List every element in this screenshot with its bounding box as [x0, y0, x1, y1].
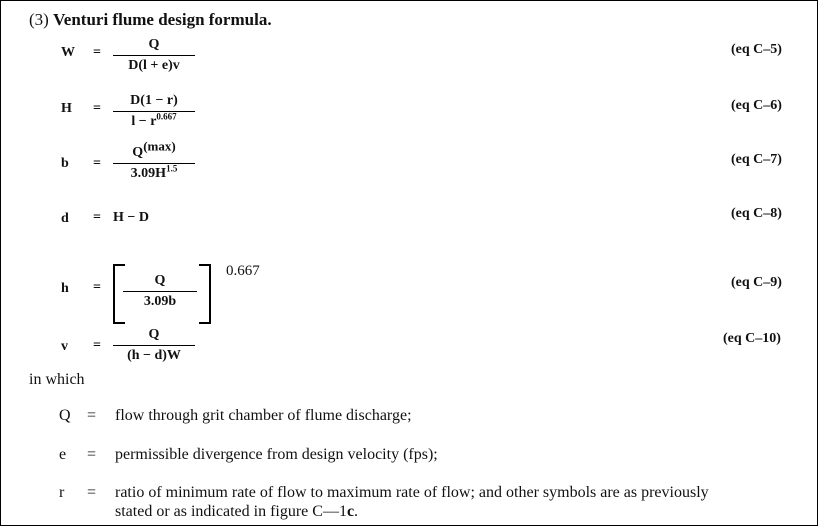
- eq9-lhs: h: [61, 281, 69, 296]
- eq6-lhs: H: [61, 101, 72, 116]
- eq7-num-superscript: (max): [143, 138, 176, 154]
- section-heading: [29, 10, 272, 30]
- eq7-num-base: Q: [132, 145, 144, 160]
- eq6-denominator: [113, 111, 195, 130]
- eq6-equals: =: [93, 101, 101, 116]
- eq7-fraction: [113, 138, 195, 182]
- section-title: Venturi flume design formula.: [53, 10, 272, 29]
- eq5-denominator: D(l + e)v: [128, 58, 180, 73]
- eq9-tag: (eq C–9): [731, 275, 782, 290]
- eq5-tag: (eq C–5): [731, 42, 782, 57]
- eq6-tag: (eq C–6): [731, 98, 782, 113]
- eq7-den-base: 3.09H: [130, 166, 167, 181]
- def-e-equals: =: [87, 446, 97, 463]
- eq6-den-base: l − r: [131, 114, 157, 129]
- eq7-tag: (eq C–7): [731, 152, 782, 167]
- eq5-lhs: W: [61, 45, 75, 60]
- eq10-equals: =: [93, 338, 101, 353]
- def-e-text: permissible divergence from design velocity (fps);: [115, 446, 438, 463]
- def-q-equals: =: [87, 407, 97, 424]
- def-r-text-line2: [115, 503, 358, 521]
- eq8-tag: (eq C–8): [731, 206, 782, 221]
- eq8-equals: =: [93, 210, 101, 225]
- def-r-figure-letter: c: [346, 503, 355, 520]
- def-r-line2-suffix: .: [354, 503, 359, 520]
- eq10-denominator: (h − d)W: [127, 348, 181, 363]
- eq6-den-exponent: 0.667: [156, 111, 177, 122]
- eq6-numerator: D(1 − r): [130, 93, 178, 108]
- fraction-bar: [113, 163, 195, 164]
- def-r-text-line1: ratio of minimum rate of flow to maximum rate of flow; and other symbols are as previously: [115, 484, 709, 501]
- eq10-fraction: [113, 327, 195, 364]
- eq5-fraction: [113, 37, 195, 74]
- def-q-symbol: Q: [59, 407, 71, 424]
- eq7-denominator: [113, 163, 195, 182]
- eq7-numerator: [113, 138, 195, 161]
- def-r-line2-prefix: stated or as indicated in figure C—1: [115, 503, 347, 520]
- def-q-text: flow through grit chamber of flume discharge;: [115, 407, 412, 424]
- fraction-bar: [113, 55, 195, 56]
- eq7-den-exponent: 1.5: [166, 163, 178, 174]
- eq10-lhs: v: [61, 339, 68, 354]
- eq10-tag: (eq C–10): [723, 331, 781, 346]
- eq6-fraction: [113, 93, 195, 130]
- def-r-symbol: r: [59, 484, 65, 501]
- fraction-bar: [123, 291, 197, 292]
- eq9-numerator: Q: [154, 273, 166, 288]
- fraction-bar: [113, 111, 195, 112]
- section-number: (3): [29, 10, 49, 29]
- eq8-rhs: H − D: [113, 210, 149, 225]
- eq9-fraction: [123, 273, 197, 310]
- eq7-lhs: b: [61, 156, 69, 171]
- eq8-lhs: d: [61, 211, 69, 226]
- eq9-exponent: 0.667: [226, 263, 260, 279]
- eq9-denominator: 3.09b: [143, 294, 177, 309]
- eq9-equals: =: [93, 280, 101, 295]
- fraction-bar: [113, 345, 195, 346]
- eq5-equals: =: [93, 45, 101, 60]
- eq7-equals: =: [93, 156, 101, 171]
- right-bracket: [199, 264, 211, 324]
- def-e-symbol: e: [59, 446, 67, 463]
- eq10-numerator: Q: [148, 327, 160, 342]
- eq5-numerator: Q: [148, 37, 160, 52]
- def-r-equals: =: [87, 484, 97, 501]
- in-which-label: in which: [29, 371, 85, 388]
